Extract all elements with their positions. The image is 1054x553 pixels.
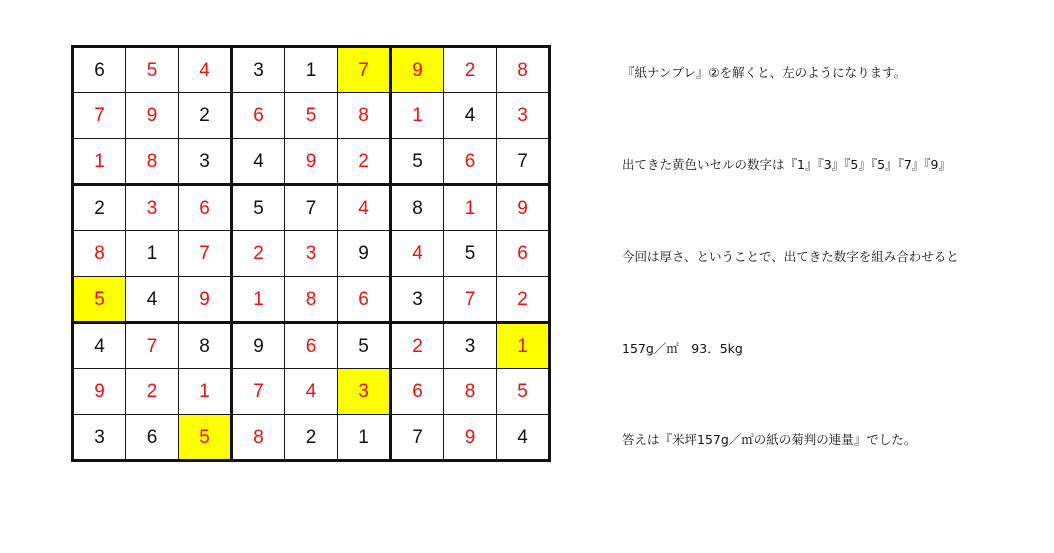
sudoku-cell: 3 (179, 139, 232, 185)
sudoku-cell: 2 (232, 231, 285, 277)
sudoku-cell: 2 (338, 139, 391, 185)
sudoku-cell: 9 (73, 369, 126, 415)
sudoku-cell: 1 (338, 415, 391, 461)
sudoku-cell: 8 (338, 93, 391, 139)
sudoku-cell: 8 (391, 185, 444, 231)
sudoku-cell: 7 (126, 323, 179, 369)
sudoku-cell: 1 (285, 47, 338, 93)
sudoku-cell: 8 (232, 415, 285, 461)
sudoku-cell: 2 (391, 323, 444, 369)
sudoku-cell: 5 (444, 231, 497, 277)
sudoku-cell: 7 (497, 139, 550, 185)
sudoku-cell: 9 (285, 139, 338, 185)
sudoku-cell: 9 (126, 93, 179, 139)
sudoku-cell: 5 (73, 277, 126, 323)
sudoku-cell: 5 (285, 93, 338, 139)
sudoku-cell: 2 (126, 369, 179, 415)
sudoku-cell: 5 (179, 415, 232, 461)
sudoku-cell: 2 (285, 415, 338, 461)
sudoku-cell: 7 (232, 369, 285, 415)
sudoku-cell: 1 (232, 277, 285, 323)
sudoku-row (73, 139, 550, 185)
note-weight-values: 157g／㎡ 93．5kg (622, 341, 743, 356)
sudoku-cell: 7 (285, 185, 338, 231)
sudoku-grid (71, 45, 551, 462)
sudoku-cell: 1 (497, 323, 550, 369)
sudoku-cell: 2 (73, 185, 126, 231)
sudoku-cell: 7 (73, 93, 126, 139)
sudoku-cell: 3 (73, 415, 126, 461)
sudoku-cell: 1 (391, 93, 444, 139)
sudoku-cell: 3 (497, 93, 550, 139)
sudoku-cell: 8 (179, 323, 232, 369)
sudoku-cell: 5 (232, 185, 285, 231)
sudoku-row (73, 323, 550, 369)
sudoku-cell: 8 (285, 277, 338, 323)
sudoku-cell: 1 (73, 139, 126, 185)
sudoku-cell: 4 (497, 415, 550, 461)
sudoku-cell: 3 (338, 369, 391, 415)
sudoku-cell: 6 (73, 47, 126, 93)
sudoku-cell: 6 (232, 93, 285, 139)
sudoku-cell: 8 (126, 139, 179, 185)
sudoku-cell: 2 (497, 277, 550, 323)
sudoku-cell: 2 (444, 47, 497, 93)
sudoku-row (73, 277, 550, 323)
sudoku-cell: 3 (391, 277, 444, 323)
sudoku-cell: 3 (285, 231, 338, 277)
sudoku-row (73, 185, 550, 231)
sudoku-row (73, 93, 550, 139)
sudoku-cell: 7 (179, 231, 232, 277)
sudoku-row (73, 415, 550, 461)
sudoku-cell: 9 (391, 47, 444, 93)
sudoku-cell: 9 (338, 231, 391, 277)
sudoku-cell: 9 (444, 415, 497, 461)
sudoku-cell: 5 (338, 323, 391, 369)
sudoku-cell: 4 (126, 277, 179, 323)
sudoku-cell: 4 (232, 139, 285, 185)
sudoku-cell: 4 (444, 93, 497, 139)
sudoku-cell: 6 (179, 185, 232, 231)
sudoku-cell: 3 (232, 47, 285, 93)
sudoku-cell: 6 (497, 231, 550, 277)
sudoku-cell: 7 (391, 415, 444, 461)
sudoku-cell: 6 (444, 139, 497, 185)
sudoku-cell: 8 (497, 47, 550, 93)
note-yellow-cells: 出てきた黄色いセルの数字は『1』『3』『5』『5』『7』『9』 (622, 157, 951, 172)
sudoku-cell: 6 (285, 323, 338, 369)
sudoku-row (73, 231, 550, 277)
sudoku-cell: 9 (497, 185, 550, 231)
note-solution-intro: 『紙ナンプレ』②を解くと、左のようになります。 (622, 65, 907, 80)
sudoku-cell: 8 (444, 369, 497, 415)
sudoku-cell: 3 (444, 323, 497, 369)
sudoku-cell: 7 (444, 277, 497, 323)
sudoku-cell: 4 (73, 323, 126, 369)
sudoku-cell: 4 (179, 47, 232, 93)
note-answer: 答えは『米坪157g／㎡の紙の菊判の連量』でした。 (622, 432, 917, 447)
sudoku-cell: 6 (338, 277, 391, 323)
sudoku-cell: 2 (179, 93, 232, 139)
sudoku-row (73, 47, 550, 93)
sudoku-cell: 6 (126, 415, 179, 461)
sudoku-cell: 5 (497, 369, 550, 415)
sudoku-cell: 4 (391, 231, 444, 277)
sudoku-row (73, 369, 550, 415)
sudoku-cell: 4 (338, 185, 391, 231)
sudoku-cell: 1 (126, 231, 179, 277)
sudoku-cell: 5 (391, 139, 444, 185)
sudoku-cell: 7 (338, 47, 391, 93)
sudoku-cell: 6 (391, 369, 444, 415)
sudoku-cell: 1 (444, 185, 497, 231)
sudoku-cell: 4 (285, 369, 338, 415)
sudoku-cell: 9 (179, 277, 232, 323)
sudoku-cell: 9 (232, 323, 285, 369)
sudoku-cell: 3 (126, 185, 179, 231)
sudoku-cell: 5 (126, 47, 179, 93)
sudoku-cell: 1 (179, 369, 232, 415)
note-thickness: 今回は厚さ、ということで、出てきた数字を組み合わせると (622, 249, 959, 264)
sudoku-cell: 8 (73, 231, 126, 277)
